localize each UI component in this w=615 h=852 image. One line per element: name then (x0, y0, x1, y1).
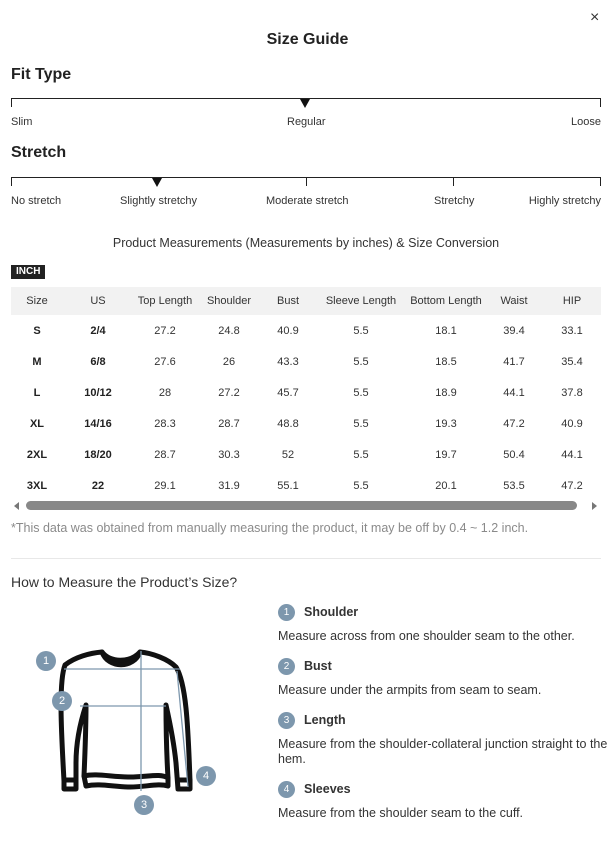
table-cell: 29.1 (154, 479, 176, 492)
table-cell: 18.1 (435, 324, 457, 337)
table-cell: 47.2 (561, 479, 583, 492)
table-cell: 27.2 (154, 324, 176, 337)
table-cell: M (32, 355, 42, 368)
table-cell: 44.1 (503, 386, 525, 399)
table-cell: 39.4 (503, 324, 525, 337)
scale-tick (600, 98, 601, 107)
step-description: Measure from the shoulder seam to the cuff. (278, 806, 524, 820)
table-cell: S (33, 324, 41, 337)
column-header: US (90, 295, 106, 307)
step-name: Sleeves (304, 782, 351, 796)
table-cell: 20.1 (435, 479, 457, 492)
stretch-label-highly: Highly stretchy (528, 195, 601, 207)
table-cell: 3XL (26, 479, 48, 492)
step-number-badge: 3 (278, 712, 295, 729)
table-cell: 5.5 (353, 448, 369, 461)
step-description: Measure under the armpits from seam to seam. (278, 683, 542, 697)
table-row (11, 470, 601, 501)
table-cell: 35.4 (561, 355, 583, 368)
scale-tick (11, 98, 12, 107)
table-cell: 28.7 (218, 417, 240, 430)
step-description: Measure from the shoulder-collateral junction straight to the hem. (278, 737, 608, 766)
scale-tick (600, 177, 601, 186)
table-cell: XL (29, 417, 45, 430)
column-header: Sleeve Length (325, 295, 397, 307)
table-cell: 28.7 (154, 448, 176, 461)
table-cell: 48.8 (277, 417, 299, 430)
close-icon: × (590, 9, 600, 26)
selected-marker-icon (300, 99, 310, 108)
stretch-label-stretchy: Stretchy (434, 195, 475, 207)
step-name: Length (304, 713, 346, 727)
table-cell: 28.3 (154, 417, 176, 430)
measurements-title: Product Measurements (Measurements by inches) & Size Conversion (112, 236, 500, 250)
table-cell: 2/4 (90, 324, 106, 337)
table-cell: 10/12 (84, 386, 112, 399)
table-row (11, 315, 601, 346)
column-header: Top Length (137, 295, 193, 307)
column-header: Size (26, 295, 48, 307)
table-cell: 53.5 (503, 479, 525, 492)
step-bust (278, 657, 608, 698)
table-cell: 33.1 (561, 324, 583, 337)
diagram-marker-1: 1 (36, 651, 56, 671)
fit-label-regular: Regular (287, 116, 326, 128)
table-cell: 27.6 (154, 355, 176, 368)
divider (11, 558, 601, 559)
column-header: HIP (562, 295, 582, 307)
table-cell: 47.2 (503, 417, 525, 430)
column-header: Shoulder (206, 295, 252, 307)
table-cell: 18.5 (435, 355, 457, 368)
scroll-left-icon[interactable] (14, 502, 19, 510)
stretch-labels (11, 195, 601, 209)
table-cell: 26 (222, 355, 236, 368)
table-cell: 52 (281, 448, 295, 461)
table-cell: 24.8 (218, 324, 240, 337)
step-sleeves (278, 780, 608, 821)
fit-type-labels (11, 116, 601, 130)
diagram-marker-2: 2 (52, 691, 72, 711)
fit-type-scale (11, 98, 601, 106)
unit-badge[interactable]: INCH (11, 265, 45, 279)
size-table (11, 287, 601, 501)
scale-tick (306, 177, 307, 186)
table-cell: 5.5 (353, 324, 369, 337)
table-row (11, 377, 601, 408)
table-cell: 40.9 (561, 417, 583, 430)
scale-tick (453, 177, 454, 186)
table-row (11, 408, 601, 439)
table-cell: 5.5 (353, 355, 369, 368)
table-cell: 18/20 (84, 448, 112, 461)
stretch-label-no: No stretch (11, 195, 62, 207)
table-cell: 18.9 (435, 386, 457, 399)
table-row (11, 346, 601, 377)
column-header: Waist (500, 295, 528, 307)
scroll-right-icon[interactable] (592, 502, 597, 510)
diagram-marker-4: 4 (196, 766, 216, 786)
table-cell: 19.3 (435, 417, 457, 430)
column-header: Bottom Length (410, 295, 482, 307)
table-cell: 43.3 (277, 355, 299, 368)
table-cell: 31.9 (218, 479, 240, 492)
dialog-title: Size Guide (266, 31, 349, 48)
table-cell: L (33, 386, 41, 399)
table-cell: 6/8 (90, 355, 106, 368)
fit-label-slim: Slim (11, 116, 33, 128)
table-cell: 45.7 (277, 386, 299, 399)
fit-type-title: Fit Type (11, 66, 72, 83)
selected-marker-icon (152, 178, 162, 187)
step-name: Bust (304, 659, 332, 673)
table-cell: 14/16 (84, 417, 112, 430)
close-button[interactable] (590, 10, 599, 26)
table-cell: 55.1 (277, 479, 299, 492)
measurement-note: *This data was obtained from manually measuring the product, it may be off by 0.4 ~ 1.2 inch. (11, 521, 529, 535)
column-header: Bust (276, 295, 299, 307)
table-cell: 37.8 (561, 386, 583, 399)
table-cell: 5.5 (353, 386, 369, 399)
table-cell: 19.7 (435, 448, 457, 461)
step-number-badge: 1 (278, 604, 295, 621)
step-name: Shoulder (304, 605, 359, 619)
table-cell: 41.7 (503, 355, 525, 368)
stretch-label-moderate: Moderate stretch (266, 195, 349, 207)
table-cell: 5.5 (353, 479, 369, 492)
scrollbar-thumb[interactable] (26, 501, 577, 510)
step-description: Measure across from one shoulder seam to the other. (278, 629, 575, 643)
table-row (11, 439, 601, 470)
table-cell: 27.2 (218, 386, 240, 399)
stretch-title: Stretch (11, 144, 67, 161)
step-number-badge: 2 (278, 658, 295, 675)
table-cell: 44.1 (561, 448, 583, 461)
sweater-diagram (30, 643, 225, 818)
stretch-scale (11, 177, 601, 185)
horizontal-scrollbar[interactable] (11, 500, 601, 512)
table-cell: 22 (91, 479, 105, 492)
table-cell: 50.4 (503, 448, 525, 461)
table-cell: 5.5 (353, 417, 369, 430)
step-shoulder (278, 603, 608, 644)
scale-tick (11, 177, 12, 186)
diagram-marker-3: 3 (134, 795, 154, 815)
table-cell: 30.3 (218, 448, 240, 461)
fit-label-loose: Loose (571, 116, 601, 128)
table-cell: 28 (158, 386, 172, 399)
table-cell: 2XL (26, 448, 48, 461)
how-to-measure-title: How to Measure the Product’s Size? (11, 574, 238, 590)
step-length (278, 711, 608, 767)
sweater-illustration-icon (30, 643, 225, 818)
table-header-row (11, 287, 601, 315)
stretch-label-slightly: Slightly stretchy (120, 195, 198, 207)
step-number-badge: 4 (278, 781, 295, 798)
table-cell: 40.9 (277, 324, 299, 337)
